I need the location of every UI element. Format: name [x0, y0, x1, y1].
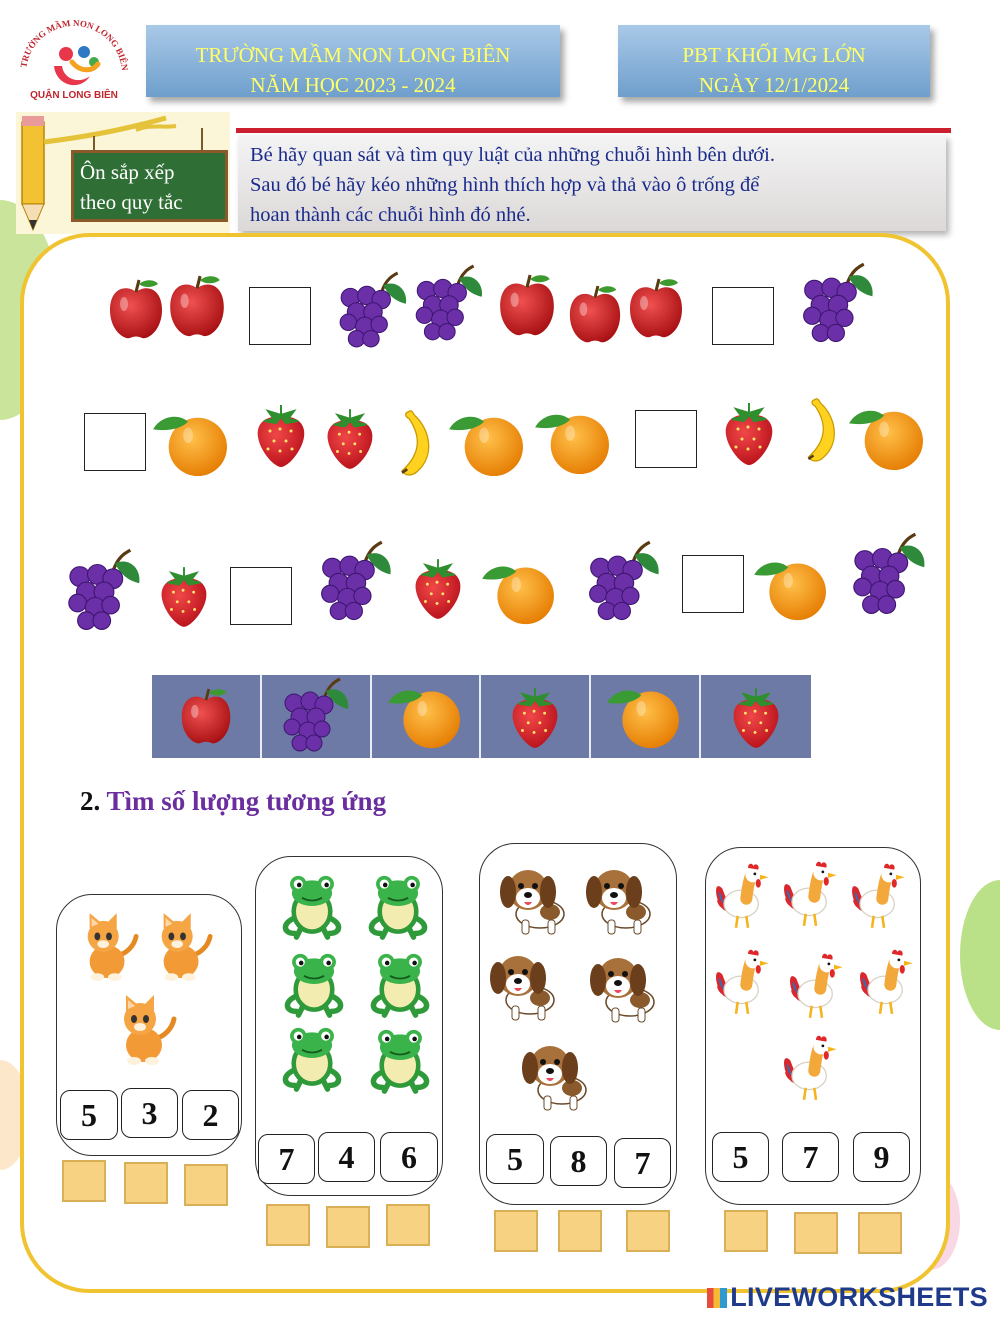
section2-heading — [80, 786, 386, 817]
cat-image — [78, 912, 140, 989]
svg-text:TRƯỜNG MẦM NON LONG BIÊN: TRƯỜNG MẦM NON LONG BIÊN — [18, 17, 130, 72]
frog-image — [280, 1022, 344, 1099]
fruit-strawberry — [722, 398, 776, 468]
instruction-line-1: Bé hãy quan sát và tìm quy luật của những chuỗi hình bên dưới. — [250, 144, 775, 166]
section2-title: Tìm số lượng tương ứng — [106, 786, 387, 816]
fruit-orange — [478, 560, 562, 626]
fruit-orange — [750, 556, 834, 622]
sheet-title: PBT KHỐI MG LỚN — [682, 43, 866, 67]
number-choice: 8 — [550, 1136, 607, 1186]
number-choice: 4 — [318, 1132, 375, 1182]
fruit-grapes — [336, 270, 410, 354]
answer-checkbox[interactable] — [386, 1204, 430, 1246]
answer-checkbox[interactable] — [184, 1164, 228, 1206]
draggable-grapes[interactable] — [262, 675, 372, 758]
number-choice: 3 — [121, 1088, 178, 1138]
fruit-apple — [166, 274, 228, 340]
draggable-apple[interactable] — [152, 675, 262, 758]
number-choice: 5 — [60, 1090, 118, 1140]
fruit-apple — [566, 284, 624, 346]
fruit-apple — [106, 278, 166, 342]
sheet-date: NGÀY 12/1/2024 — [698, 73, 850, 97]
fruit-banana — [394, 408, 438, 478]
logo-caption: QUẬN LONG BIÊN — [30, 90, 118, 101]
drop-slot[interactable] — [635, 410, 697, 468]
dog-image — [496, 862, 576, 941]
answer-checkbox[interactable] — [626, 1210, 670, 1252]
fruit-grapes — [798, 262, 878, 348]
fruit-strawberry — [412, 554, 464, 622]
fruit-strawberry — [158, 562, 210, 630]
school-year: NĂM HỌC 2023 - 2024 — [250, 73, 456, 97]
draggable-orange[interactable] — [372, 675, 482, 758]
drop-slot[interactable] — [230, 567, 292, 625]
number-choice: 7 — [258, 1134, 315, 1184]
school-banner — [146, 25, 560, 97]
number-choice: 2 — [182, 1090, 239, 1140]
frog-image — [280, 870, 344, 947]
answer-checkbox[interactable] — [858, 1212, 902, 1254]
liveworksheets-icon — [707, 1288, 727, 1308]
answer-checkbox[interactable] — [266, 1204, 310, 1246]
background-decoration — [960, 880, 1000, 1030]
dog-image — [582, 862, 662, 941]
draggable-strawberry[interactable] — [701, 675, 811, 758]
dog-image — [486, 948, 566, 1027]
fruit-grapes — [848, 532, 930, 620]
frog-image — [368, 1024, 432, 1101]
drag-options-bar — [152, 675, 811, 758]
answer-checkbox[interactable] — [62, 1160, 106, 1202]
number-choice: 7 — [782, 1132, 839, 1182]
fruit-orange — [150, 410, 234, 478]
number-choice: 7 — [614, 1138, 671, 1188]
fruit-strawberry — [324, 404, 376, 472]
sign-line-1: Ôn sắp xếp — [80, 160, 175, 184]
cat-image — [152, 912, 214, 989]
dog-image — [518, 1038, 598, 1117]
sign-line-2: theo quy tắc — [80, 190, 183, 214]
instruction-line-3: hoan thành các chuỗi hình đó nhé. — [250, 204, 531, 226]
draggable-orange[interactable] — [591, 675, 701, 758]
number-choice: 6 — [380, 1132, 438, 1182]
fruit-grapes — [316, 540, 396, 626]
answer-checkbox[interactable] — [794, 1212, 838, 1254]
brand-name: LIVEWORKSHEETS — [730, 1282, 988, 1312]
section1-sign — [71, 150, 228, 222]
rooster-image — [848, 858, 908, 941]
section2-number: 2. — [80, 786, 101, 816]
rooster-image — [786, 948, 846, 1031]
instruction-box — [238, 135, 946, 231]
drop-slot[interactable] — [712, 287, 774, 345]
number-choice: 9 — [853, 1132, 910, 1182]
rooster-image — [712, 858, 772, 941]
answer-checkbox[interactable] — [494, 1210, 538, 1252]
frog-image — [282, 948, 346, 1025]
drop-slot[interactable] — [249, 287, 311, 345]
fruit-grapes — [584, 540, 664, 626]
fruit-grapes — [64, 548, 144, 636]
sheet-banner — [618, 25, 930, 97]
fruit-orange — [846, 404, 930, 472]
fruit-apple — [626, 276, 686, 342]
rooster-image — [780, 856, 840, 939]
fruit-apple — [496, 272, 558, 340]
answer-checkbox[interactable] — [558, 1210, 602, 1252]
drop-slot[interactable] — [682, 555, 744, 613]
rooster-image — [856, 944, 916, 1027]
fruit-orange — [532, 408, 616, 476]
instruction-line-2: Sau đó bé hãy kéo những hình thích hợp và thả vào ô trống để — [250, 174, 760, 196]
number-choice: 5 — [486, 1134, 544, 1184]
answer-checkbox[interactable] — [724, 1210, 768, 1252]
rooster-image — [780, 1030, 840, 1113]
answer-checkbox[interactable] — [326, 1206, 370, 1248]
answer-checkbox[interactable] — [124, 1162, 168, 1204]
drop-slot[interactable] — [84, 413, 146, 471]
liveworksheets-logo — [707, 1282, 988, 1313]
fruit-grapes — [412, 264, 486, 346]
fruit-strawberry — [254, 400, 308, 470]
cat-image — [114, 994, 178, 1073]
draggable-strawberry[interactable] — [481, 675, 591, 758]
number-choice: 5 — [712, 1132, 769, 1182]
frog-image — [368, 948, 432, 1025]
divider — [236, 128, 951, 133]
fruit-banana — [800, 396, 844, 464]
school-name: TRƯỜNG MẦM NON LONG BIÊN — [195, 43, 511, 67]
rooster-image — [712, 944, 772, 1027]
fruit-orange — [446, 410, 530, 478]
dog-image — [586, 950, 666, 1029]
frog-image — [366, 870, 430, 947]
